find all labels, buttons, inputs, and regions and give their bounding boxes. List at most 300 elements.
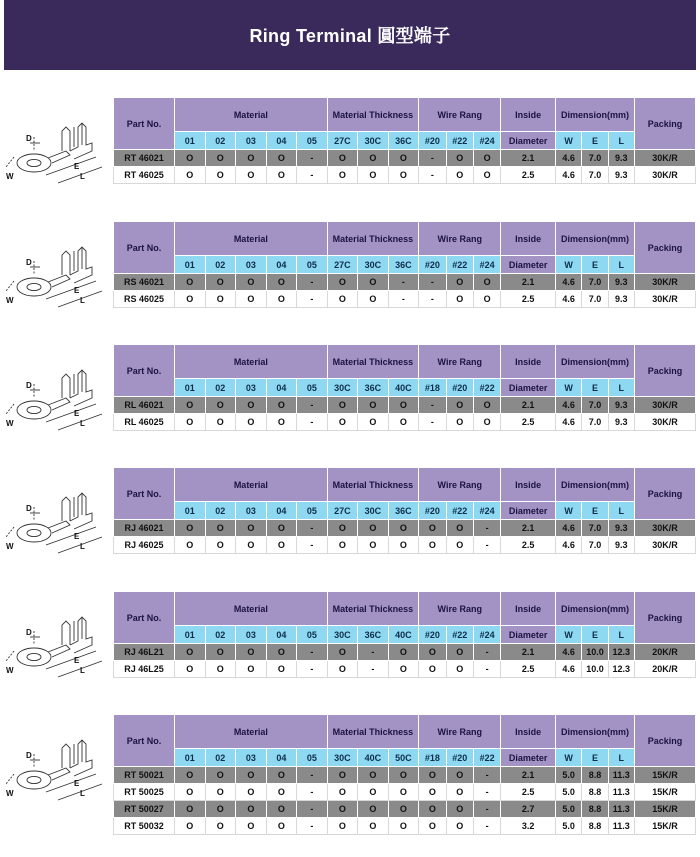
availability-cell: O [327, 291, 358, 308]
material-col-header: 01 [175, 749, 206, 767]
inside-diameter-cell: 3.2 [501, 818, 556, 835]
part-number-cell: RJ 46025 [114, 537, 175, 554]
packing-header: Packing [634, 715, 695, 767]
terminal-diagram [0, 221, 112, 321]
ring-terminal-drawing [0, 591, 112, 691]
availability-cell: O [473, 291, 500, 308]
material-col-header: 04 [266, 749, 297, 767]
availability-cell: - [419, 167, 446, 184]
terminal-diagram [0, 591, 112, 691]
part-no-header: Part No. [114, 345, 175, 397]
availability-cell: O [388, 767, 419, 784]
ring-terminal-drawing [0, 221, 112, 321]
availability-cell: O [175, 784, 206, 801]
material-col-header: 01 [175, 132, 206, 150]
availability-cell: O [175, 414, 206, 431]
availability-cell: O [266, 644, 297, 661]
availability-cell: O [473, 150, 500, 167]
availability-cell: - [297, 767, 328, 784]
dimension-col-header: L [608, 626, 634, 644]
table-row [114, 274, 696, 291]
part-number-cell: RS 46021 [114, 274, 175, 291]
dimension-e-cell: 10.0 [582, 644, 608, 661]
availability-cell: O [327, 644, 358, 661]
packing-cell: 30K/R [634, 167, 695, 184]
label-w: W [6, 419, 14, 428]
table-row [114, 167, 696, 184]
availability-cell: O [358, 520, 389, 537]
ring-terminal-drawing [0, 467, 112, 567]
part-no-header: Part No. [114, 222, 175, 274]
label-e: E [74, 532, 80, 541]
label-e: E [74, 409, 80, 418]
inside-diameter-cell: 2.7 [501, 801, 556, 818]
packing-cell: 20K/R [634, 644, 695, 661]
material-header: Material [175, 592, 328, 626]
wire-rang-header: Wire Rang [419, 345, 501, 379]
thickness-col-header: 30C [327, 379, 358, 397]
availability-cell: O [205, 644, 236, 661]
availability-cell: O [205, 397, 236, 414]
table-row [114, 818, 696, 835]
availability-cell: O [205, 291, 236, 308]
availability-cell: O [327, 661, 358, 678]
terminal-diagram [0, 714, 112, 814]
availability-cell: O [266, 784, 297, 801]
inside-diameter-cell: 2.5 [501, 784, 556, 801]
diameter-col-header: Diameter [501, 132, 556, 150]
availability-cell: O [446, 150, 473, 167]
dimension-header: Dimension(mm) [556, 592, 635, 626]
packing-cell: 20K/R [634, 661, 695, 678]
dimension-col-header: L [608, 749, 634, 767]
availability-cell: O [388, 818, 419, 835]
availability-cell: - [473, 767, 500, 784]
availability-cell: O [236, 801, 267, 818]
availability-cell: O [446, 397, 473, 414]
spec-table [113, 591, 696, 678]
dimension-e-cell: 7.0 [582, 291, 608, 308]
availability-cell: O [327, 767, 358, 784]
availability-cell: O [446, 818, 473, 835]
availability-cell: O [446, 644, 473, 661]
availability-cell: O [236, 767, 267, 784]
dimension-l-cell: 9.3 [608, 274, 634, 291]
material-thickness-header: Material Thickness [327, 468, 419, 502]
thickness-col-header: 30C [358, 256, 389, 274]
packing-cell: 15K/R [634, 767, 695, 784]
wire-rang-header: Wire Rang [419, 98, 501, 132]
inside-diameter-cell: 2.1 [501, 644, 556, 661]
table-row [114, 767, 696, 784]
wire-col-header: #18 [419, 749, 446, 767]
availability-cell: O [446, 661, 473, 678]
label-w: W [6, 296, 14, 305]
availability-cell: O [388, 150, 419, 167]
inside-header: Inside [501, 592, 556, 626]
label-d: D [26, 258, 32, 267]
inside-diameter-cell: 2.1 [501, 767, 556, 784]
availability-cell: - [473, 661, 500, 678]
label-e: E [74, 162, 80, 171]
material-col-header: 02 [205, 132, 236, 150]
thickness-col-header: 36C [358, 626, 389, 644]
dimension-col-header: E [582, 132, 608, 150]
material-col-header: 02 [205, 749, 236, 767]
dimension-l-cell: 12.3 [608, 644, 634, 661]
availability-cell: - [473, 818, 500, 835]
material-col-header: 04 [266, 256, 297, 274]
availability-cell: O [446, 414, 473, 431]
label-e: E [74, 779, 80, 788]
label-l: L [80, 542, 85, 551]
part-no-header: Part No. [114, 468, 175, 520]
label-d: D [26, 381, 32, 390]
availability-cell: O [236, 397, 267, 414]
material-col-header: 02 [205, 256, 236, 274]
dimension-col-header: L [608, 502, 634, 520]
availability-cell: - [297, 644, 328, 661]
part-number-cell: RT 46021 [114, 150, 175, 167]
availability-cell: O [236, 414, 267, 431]
availability-cell: - [419, 414, 446, 431]
dimension-e-cell: 8.8 [582, 767, 608, 784]
diameter-col-header: Diameter [501, 626, 556, 644]
availability-cell: O [175, 520, 206, 537]
label-l: L [80, 296, 85, 305]
availability-cell: O [266, 661, 297, 678]
packing-header: Packing [634, 468, 695, 520]
dimension-e-cell: 7.0 [582, 537, 608, 554]
inside-diameter-cell: 2.1 [501, 520, 556, 537]
dimension-e-cell: 8.8 [582, 784, 608, 801]
label-d: D [26, 628, 32, 637]
material-col-header: 05 [297, 626, 328, 644]
ring-terminal-drawing [0, 97, 112, 197]
table-row [114, 801, 696, 818]
material-col-header: 04 [266, 502, 297, 520]
availability-cell: O [358, 167, 389, 184]
material-col-header: 03 [236, 626, 267, 644]
availability-cell: O [327, 801, 358, 818]
material-col-header: 02 [205, 626, 236, 644]
availability-cell: O [358, 767, 389, 784]
availability-cell: O [388, 661, 419, 678]
availability-cell: - [473, 537, 500, 554]
wire-col-header: #24 [473, 132, 500, 150]
packing-cell: 30K/R [634, 397, 695, 414]
availability-cell: O [473, 274, 500, 291]
availability-cell: O [419, 537, 446, 554]
part-number-cell: RL 46021 [114, 397, 175, 414]
dimension-w-cell: 4.6 [556, 150, 582, 167]
availability-cell: O [419, 818, 446, 835]
availability-cell: O [175, 537, 206, 554]
availability-cell: O [205, 537, 236, 554]
part-number-cell: RJ 46021 [114, 520, 175, 537]
availability-cell: O [205, 767, 236, 784]
availability-cell: - [297, 397, 328, 414]
wire-col-header: #24 [473, 626, 500, 644]
material-header: Material [175, 98, 328, 132]
part-number-cell: RT 50032 [114, 818, 175, 835]
label-d: D [26, 504, 32, 513]
availability-cell: O [473, 167, 500, 184]
availability-cell: O [175, 397, 206, 414]
availability-cell: O [419, 767, 446, 784]
wire-col-header: #20 [419, 502, 446, 520]
availability-cell: - [297, 414, 328, 431]
terminal-diagram [0, 467, 112, 567]
dimension-l-cell: 9.3 [608, 291, 634, 308]
availability-cell: O [266, 274, 297, 291]
availability-cell: O [175, 167, 206, 184]
dimension-e-cell: 7.0 [582, 414, 608, 431]
availability-cell: - [419, 274, 446, 291]
availability-cell: O [446, 167, 473, 184]
dimension-w-cell: 5.0 [556, 767, 582, 784]
availability-cell: O [446, 520, 473, 537]
availability-cell: O [388, 801, 419, 818]
availability-cell: O [175, 274, 206, 291]
material-header: Material [175, 345, 328, 379]
dimension-col-header: W [556, 256, 582, 274]
availability-cell: - [419, 291, 446, 308]
dimension-e-cell: 10.0 [582, 661, 608, 678]
availability-cell: O [266, 167, 297, 184]
inside-diameter-cell: 2.5 [501, 414, 556, 431]
availability-cell: O [205, 274, 236, 291]
thickness-col-header: 36C [388, 256, 419, 274]
thickness-col-header: 27C [327, 256, 358, 274]
table-row [114, 150, 696, 167]
availability-cell: O [327, 150, 358, 167]
thickness-col-header: 36C [358, 379, 389, 397]
packing-cell: 30K/R [634, 274, 695, 291]
availability-cell: O [236, 291, 267, 308]
availability-cell: - [358, 661, 389, 678]
table-row [114, 644, 696, 661]
availability-cell: O [175, 150, 206, 167]
availability-cell: O [358, 274, 389, 291]
label-e: E [74, 286, 80, 295]
material-header: Material [175, 222, 328, 256]
availability-cell: O [419, 520, 446, 537]
availability-cell: O [236, 784, 267, 801]
availability-cell: O [205, 801, 236, 818]
material-col-header: 01 [175, 256, 206, 274]
dimension-col-header: E [582, 749, 608, 767]
table-row [114, 520, 696, 537]
thickness-col-header: 50C [388, 749, 419, 767]
label-l: L [80, 419, 85, 428]
dimension-col-header: W [556, 379, 582, 397]
material-col-header: 05 [297, 749, 328, 767]
dimension-w-cell: 4.6 [556, 414, 582, 431]
dimension-l-cell: 11.3 [608, 767, 634, 784]
dimension-col-header: W [556, 749, 582, 767]
availability-cell: - [388, 274, 419, 291]
availability-cell: O [358, 291, 389, 308]
terminal-diagram [0, 97, 112, 197]
label-d: D [26, 751, 32, 760]
availability-cell: O [388, 644, 419, 661]
availability-cell: O [205, 167, 236, 184]
inside-diameter-cell: 2.1 [501, 150, 556, 167]
label-w: W [6, 666, 14, 675]
dimension-l-cell: 9.3 [608, 397, 634, 414]
availability-cell: O [205, 661, 236, 678]
availability-cell: O [236, 274, 267, 291]
availability-cell: - [473, 644, 500, 661]
availability-cell: O [388, 537, 419, 554]
dimension-header: Dimension(mm) [556, 98, 635, 132]
dimension-e-cell: 8.8 [582, 801, 608, 818]
availability-cell: O [236, 644, 267, 661]
availability-cell: - [419, 397, 446, 414]
dimension-header: Dimension(mm) [556, 345, 635, 379]
dimension-l-cell: 9.3 [608, 537, 634, 554]
material-col-header: 05 [297, 379, 328, 397]
part-number-cell: RT 50025 [114, 784, 175, 801]
packing-header: Packing [634, 98, 695, 150]
availability-cell: - [297, 818, 328, 835]
availability-cell: O [175, 818, 206, 835]
wire-col-header: #20 [419, 132, 446, 150]
thickness-col-header: 30C [327, 749, 358, 767]
availability-cell: - [297, 784, 328, 801]
availability-cell: - [297, 520, 328, 537]
inside-diameter-cell: 2.1 [501, 274, 556, 291]
diameter-col-header: Diameter [501, 256, 556, 274]
availability-cell: O [266, 801, 297, 818]
part-number-cell: RT 50027 [114, 801, 175, 818]
material-header: Material [175, 468, 328, 502]
availability-cell: O [327, 414, 358, 431]
dimension-l-cell: 11.3 [608, 801, 634, 818]
page-title: Ring Terminal 圓型端子 [249, 26, 451, 46]
dimension-w-cell: 4.6 [556, 274, 582, 291]
packing-cell: 15K/R [634, 784, 695, 801]
inside-diameter-cell: 2.5 [501, 661, 556, 678]
availability-cell: O [388, 167, 419, 184]
availability-cell: O [446, 767, 473, 784]
material-col-header: 04 [266, 626, 297, 644]
inside-header: Inside [501, 468, 556, 502]
availability-cell: O [266, 150, 297, 167]
dimension-header: Dimension(mm) [556, 715, 635, 749]
availability-cell: - [473, 784, 500, 801]
availability-cell: O [473, 414, 500, 431]
packing-header: Packing [634, 592, 695, 644]
material-col-header: 01 [175, 379, 206, 397]
availability-cell: O [388, 784, 419, 801]
thickness-col-header: 30C [327, 626, 358, 644]
availability-cell: O [266, 291, 297, 308]
availability-cell: O [419, 801, 446, 818]
thickness-col-header: 40C [388, 626, 419, 644]
availability-cell: O [205, 150, 236, 167]
table-row [114, 537, 696, 554]
inside-header: Inside [501, 98, 556, 132]
availability-cell: - [297, 150, 328, 167]
dimension-e-cell: 7.0 [582, 150, 608, 167]
table-row [114, 414, 696, 431]
wire-col-header: #20 [419, 256, 446, 274]
availability-cell: O [266, 537, 297, 554]
availability-cell: - [297, 661, 328, 678]
availability-cell: O [388, 414, 419, 431]
dimension-col-header: W [556, 502, 582, 520]
dimension-l-cell: 9.3 [608, 167, 634, 184]
packing-cell: 30K/R [634, 291, 695, 308]
availability-cell: O [266, 767, 297, 784]
dimension-e-cell: 7.0 [582, 520, 608, 537]
thickness-col-header: 36C [388, 132, 419, 150]
dimension-w-cell: 4.6 [556, 537, 582, 554]
spec-table [113, 714, 696, 835]
wire-col-header: #20 [446, 749, 473, 767]
packing-cell: 30K/R [634, 414, 695, 431]
packing-header: Packing [634, 345, 695, 397]
thickness-col-header: 27C [327, 132, 358, 150]
availability-cell: O [236, 150, 267, 167]
material-col-header: 01 [175, 626, 206, 644]
dimension-col-header: W [556, 626, 582, 644]
availability-cell: O [358, 397, 389, 414]
material-col-header: 05 [297, 502, 328, 520]
availability-cell: O [236, 661, 267, 678]
spec-table [113, 97, 696, 184]
label-l: L [80, 789, 85, 798]
availability-cell: O [446, 274, 473, 291]
wire-col-header: #22 [473, 749, 500, 767]
availability-cell: O [175, 767, 206, 784]
availability-cell: O [205, 818, 236, 835]
availability-cell: - [473, 520, 500, 537]
availability-cell: - [473, 801, 500, 818]
availability-cell: O [266, 414, 297, 431]
dimension-w-cell: 4.6 [556, 291, 582, 308]
dimension-e-cell: 7.0 [582, 274, 608, 291]
label-l: L [80, 666, 85, 675]
availability-cell: O [419, 661, 446, 678]
wire-col-header: #22 [446, 132, 473, 150]
material-col-header: 03 [236, 132, 267, 150]
availability-cell: O [327, 784, 358, 801]
inside-header: Inside [501, 222, 556, 256]
material-col-header: 01 [175, 502, 206, 520]
availability-cell: O [446, 291, 473, 308]
terminal-diagram [0, 344, 112, 444]
availability-cell: O [358, 150, 389, 167]
availability-cell: - [419, 150, 446, 167]
material-col-header: 03 [236, 749, 267, 767]
wire-rang-header: Wire Rang [419, 715, 501, 749]
availability-cell: O [327, 818, 358, 835]
availability-cell: O [327, 167, 358, 184]
thickness-col-header: 40C [388, 379, 419, 397]
wire-col-header: #24 [473, 502, 500, 520]
diameter-col-header: Diameter [501, 379, 556, 397]
availability-cell: O [358, 784, 389, 801]
availability-cell: O [175, 644, 206, 661]
thickness-col-header: 40C [358, 749, 389, 767]
table-row [114, 784, 696, 801]
dimension-col-header: L [608, 256, 634, 274]
packing-cell: 15K/R [634, 801, 695, 818]
material-col-header: 03 [236, 256, 267, 274]
